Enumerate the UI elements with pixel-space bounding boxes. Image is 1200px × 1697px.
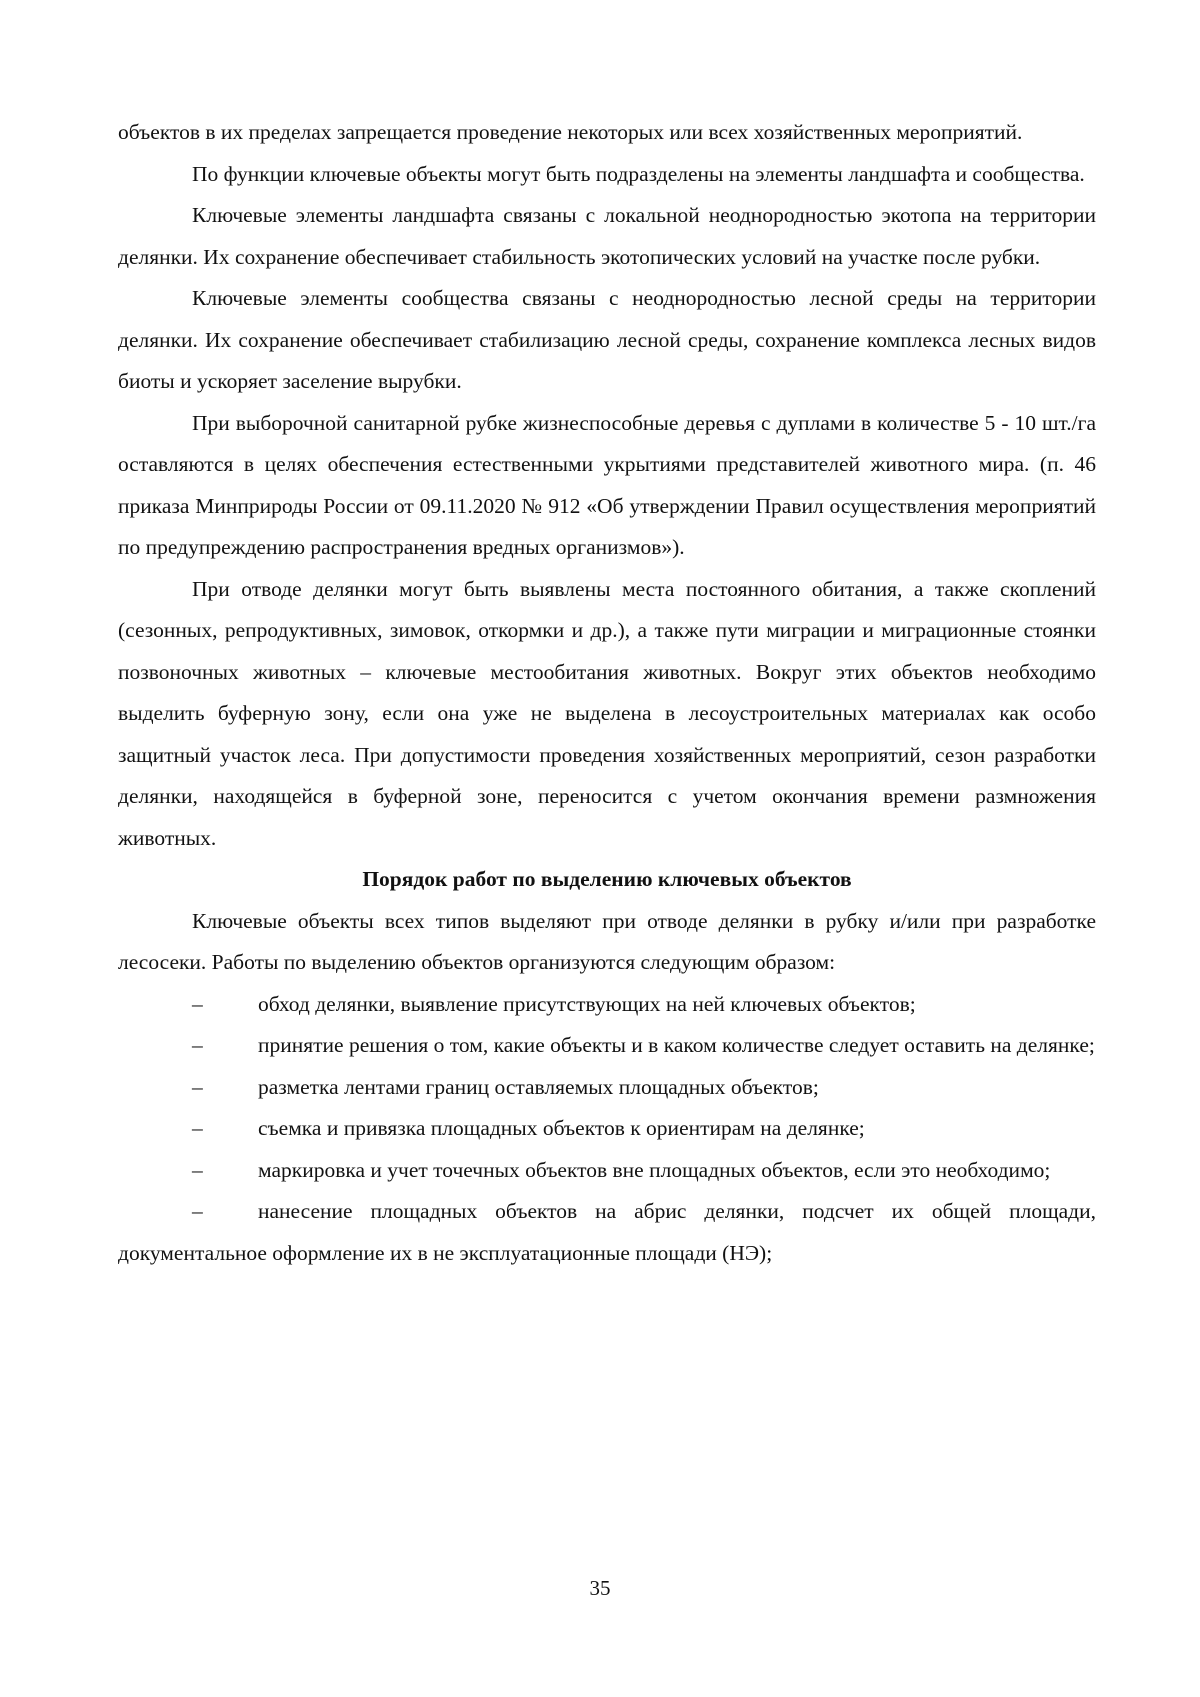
list-item: [118, 1191, 1096, 1274]
list-item-text: обход делянки, выявление присутствующих на ней ключевых объектов;: [258, 991, 916, 1016]
paragraph-intro: Ключевые объекты всех типов выделяют при отводе делянки в рубку и/или при разработке лесосеки. Работы по выделению объектов организуются следующим образом:: [118, 908, 1096, 974]
list-item: [118, 1150, 1096, 1192]
page-number: 35: [589, 1576, 611, 1600]
list-item-text: принятие решения о том, какие объекты и в каком количестве следует оставить на делянке;: [258, 1033, 1095, 1057]
list-item: [118, 1108, 1096, 1150]
bullet-dash: –: [192, 1157, 203, 1182]
bullet-dash: –: [192, 991, 203, 1016]
paragraph-sanitary-felling: При выборочной санитарной рубке жизнеспособные деревья с дуплами в количестве 5 - 10 шт./га оставляются в целях обеспечения естественными укрытиями представителей животного мира. (п. 46 приказа Минприроды России от 09.11.2020 № 912 «Об утверждении Правил осуществления мероприятий по предупреждению распространения вредных организмов»).: [118, 410, 1096, 559]
list-item-text: разметка лентами границ оставляемых площадных объектов;: [258, 1074, 819, 1099]
list-item-text: маркировка и учет точечных объектов вне площадных объектов, если это необходимо;: [258, 1157, 1051, 1182]
paragraph-community-elements: Ключевые элементы сообщества связаны с неоднородностью лесной среды на территории делянки. Их сохранение обеспечивает стабилизацию лесной среды, сохранение комплекса лесных видов биоты и ускоряет заселение вырубки.: [118, 286, 1096, 393]
paragraph-animal-habitats: При отводе делянки могут быть выявлены места постоянного обитания, а также скоплений (сезонных, репродуктивных, зимовок, откормки и др.), а также пути миграции и миграционные стоянки позвоночных животных – ключевые местообитания животных. Вокруг этих объектов необходимо выделить буферную зону, если она уже не выделена в лесоустроительных материалах как особо защитный участок леса. При допустимости проведения хозяйственных мероприятий, сезон разработки делянки, находящейся в буферной зоне, переносится с учетом окончания времени размножения животных.: [118, 576, 1096, 850]
bullet-dash: –: [192, 1074, 203, 1099]
paragraph-function-types: По функции ключевые объекты могут быть подразделены на элементы ландшафта и сообщества.: [192, 161, 1085, 186]
page-body: [118, 112, 1096, 1274]
list-item: [118, 1067, 1096, 1109]
bullet-dash: –: [192, 1033, 203, 1057]
list-item: [118, 984, 1096, 1026]
bullet-dash: –: [192, 1199, 203, 1223]
list-item-text: нанесение площадных объектов на абрис делянки, подсчет их общей площади, документальное оформление их в не эксплуатационные площади (НЭ);: [118, 1199, 1096, 1265]
list-item-text: съемка и привязка площадных объектов к ориентирам на делянке;: [258, 1116, 865, 1140]
section-heading: Порядок работ по выделению ключевых объектов: [362, 867, 852, 891]
list-item: [118, 1025, 1096, 1067]
bullet-dash: –: [192, 1116, 203, 1140]
paragraph-landscape-elements: Ключевые элементы ландшафта связаны с локальной неоднородностью экотопа на территории делянки. Их сохранение обеспечивает стабильность экотопических условий на участке после рубки.: [118, 203, 1096, 269]
paragraph-continuation: объектов в их пределах запрещается проведение некоторых или всех хозяйственных мероприятий.: [118, 120, 1023, 144]
